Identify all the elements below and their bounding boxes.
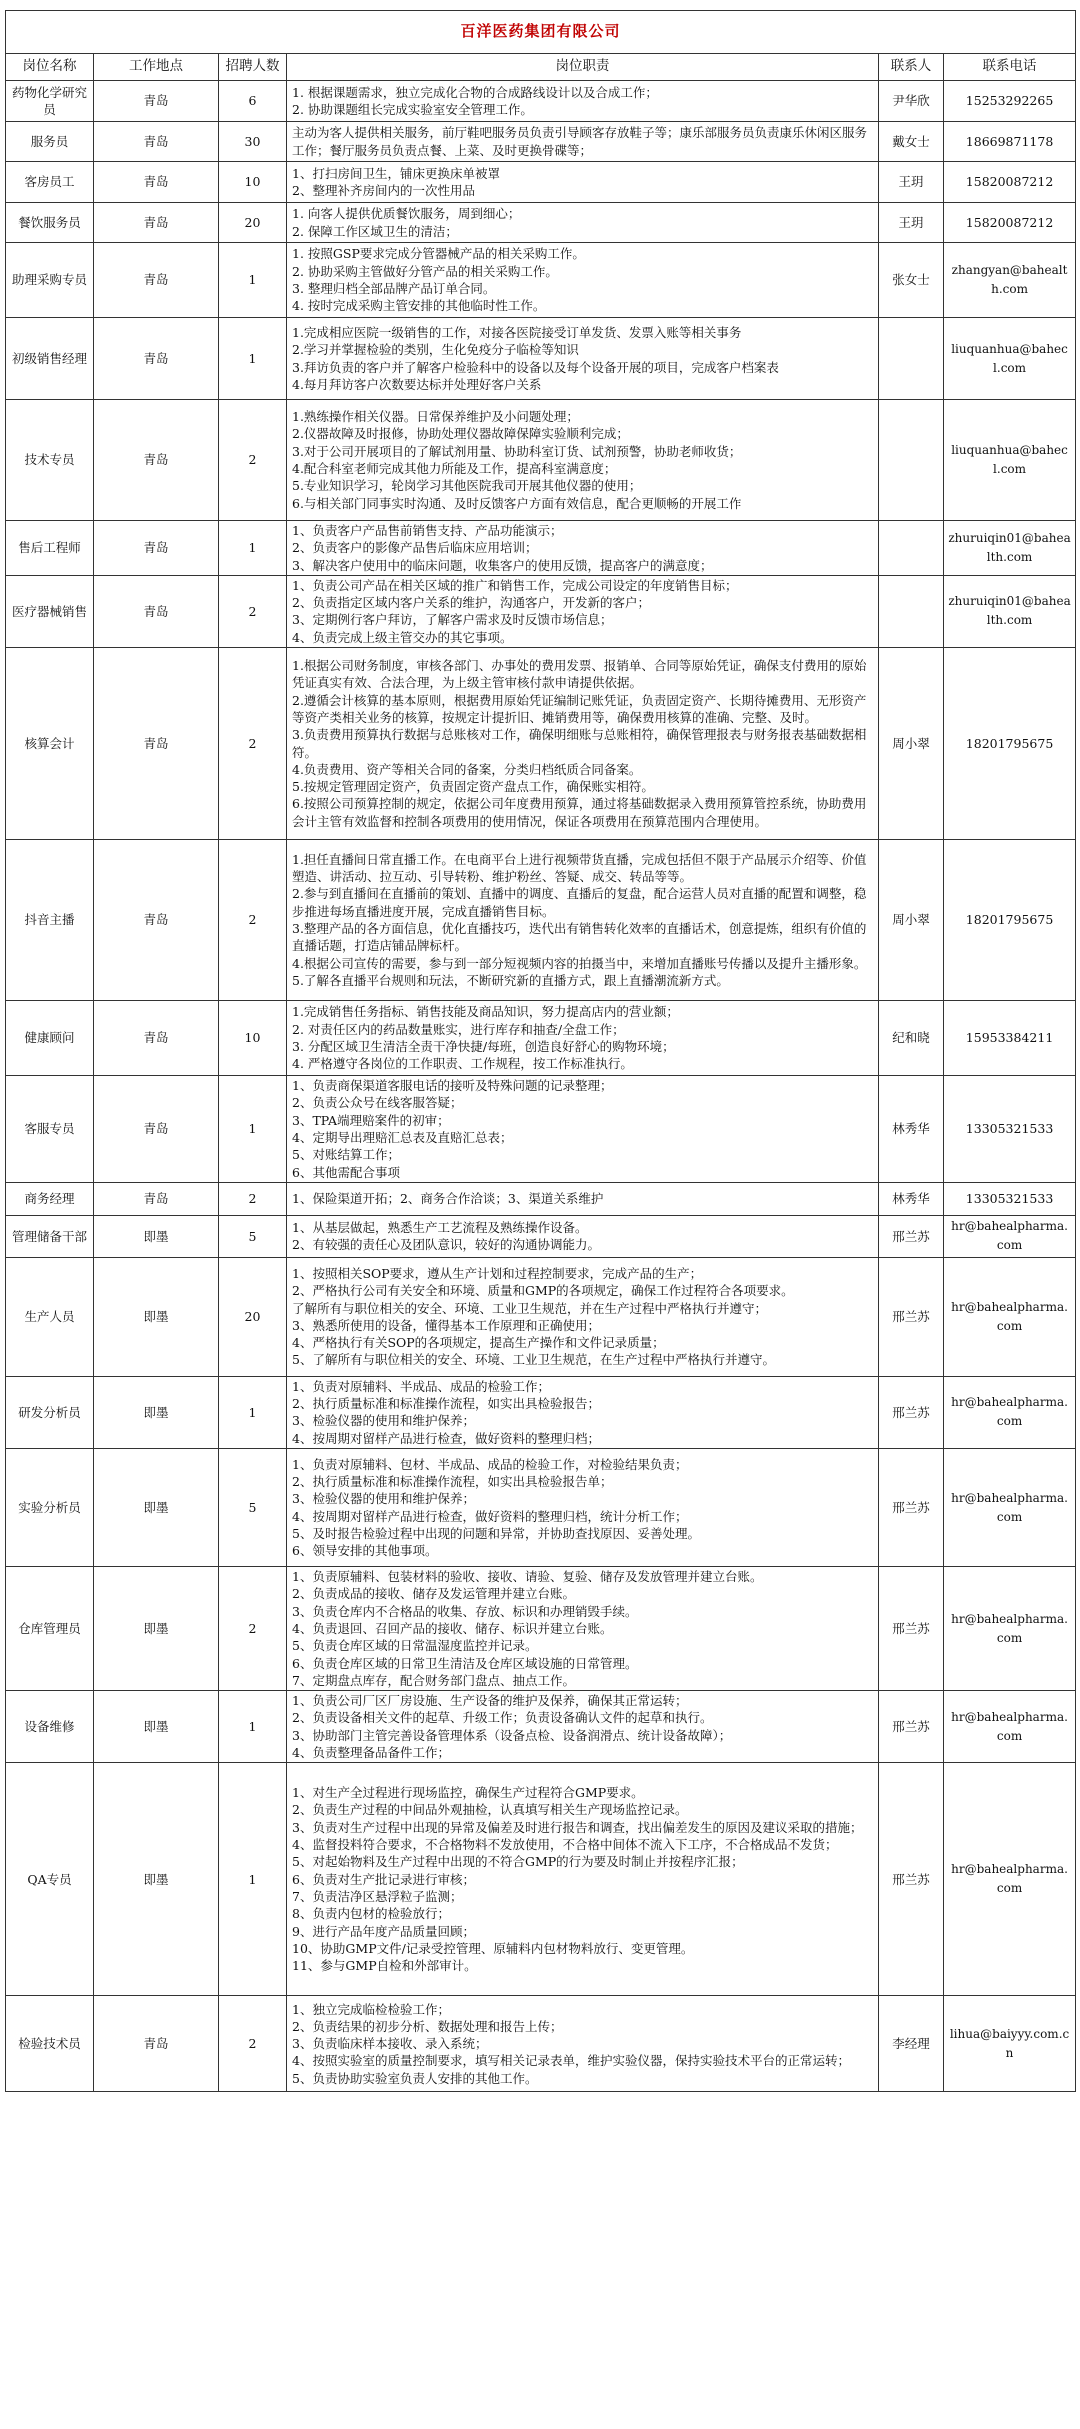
job-duties: 1.根据公司财务制度，审核各部门、办事处的费用发票、报销单、合同等原始凭证，确保支付费用的原始凭证真实有效、合法合理，为上级主管审核付款申请提供依据。 2.遵循会计核算的基本原则，根据费用原始凭证编制记账凭证，负责固定资产、长期待摊费用、无形资产等资产类相关业务的核算，按规定计提折旧、摊销费用等，确保费用核算的准确、完整、及时。 3.负责费用预算执行数据与总账核对工作，确保明细账与总账相符，确保管理报表与财务报表基础数据相符。 4.负责费用、资产等相关合同的备案，分类归档纸质合同备案。 5.按规定管理固定资产，负责固定资产盘点工作，确保账实相符。 6.按照公司预算控制的规定，依据公司年度费用预算，通过将基础数据录入费用预算管控系统，协助费用会计主管有效监督和控制各项费用的使用情况，保证各项费用在预算范围内合理使用。 <box>287 648 879 840</box>
job-location: 青岛 <box>94 1182 219 1215</box>
job-contact <box>879 575 944 647</box>
job-row <box>6 243 1076 318</box>
job-count: 20 <box>219 203 287 243</box>
job-row <box>6 1215 1076 1257</box>
job-location: 即墨 <box>94 1567 219 1691</box>
header-count: 招聘人数 <box>219 54 287 81</box>
job-duties: 1、负责商保渠道客服电话的接听及特殊问题的记录整理； 2、负责公众号在线客服答疑； 3、TPA端理赔案件的初审； 4、定期导出理赔汇总表及直赔汇总表； 5、对账结算工作； 6、其他需配合事项 <box>287 1076 879 1183</box>
job-location: 青岛 <box>94 521 219 576</box>
job-duties: 1、从基层做起，熟悉生产工艺流程及熟练操作设备。 2、有较强的责任心及团队意识，较好的沟通协调能力。 <box>287 1215 879 1257</box>
job-duties: 1. 根据课题需求，独立完成化合物的合成路线设计以及合成工作； 2. 协助课题组长完成实验室安全管理工作。 <box>287 81 879 122</box>
job-count: 2 <box>219 1996 287 2092</box>
job-position: 技术专员 <box>6 400 94 521</box>
job-position: 售后工程师 <box>6 521 94 576</box>
job-duties: 1.担任直播间日常直播工作。在电商平台上进行视频带货直播，完成包括但不限于产品展示介绍等、价值塑造、讲活动、拉互动、引导转粉、维护粉丝、答疑、成交、转品等等。 2.参与到直播间在直播前的策划、直播中的调度、直播后的复盘，配合运营人员对直播的配置和调整，稳步推进每场直播进度开展，完成直播销售目标。 3.整理产品的各方面信息，优化直播技巧，迭代出有销售转化效率的直播话术，创意提炼，组织有价值的直播话题，打造店铺品牌标杆。 4.根据公司宣传的需要，参与到一部分短视频内容的拍摄当中，来增加直播账号传播以及提升主播形象。 5.了解各直播平台规则和玩法，不断研究新的直播方式，跟上直播潮流新方式。 <box>287 840 879 1001</box>
job-count: 2 <box>219 575 287 647</box>
job-position: 抖音主播 <box>6 840 94 1001</box>
job-row <box>6 162 1076 203</box>
job-position: 初级销售经理 <box>6 318 94 400</box>
job-position: 仓库管理员 <box>6 1567 94 1691</box>
job-location: 即墨 <box>94 1691 219 1763</box>
job-phone: zhangyan@bahealth.com <box>944 243 1076 318</box>
job-position: 助理采购专员 <box>6 243 94 318</box>
job-position: QA专员 <box>6 1763 94 1996</box>
job-count: 2 <box>219 1567 287 1691</box>
job-position: 服务员 <box>6 122 94 162</box>
job-position: 生产人员 <box>6 1257 94 1376</box>
job-row <box>6 1182 1076 1215</box>
job-contact: 邢兰苏 <box>879 1257 944 1376</box>
header-phone: 联系电话 <box>944 54 1076 81</box>
job-location: 青岛 <box>94 243 219 318</box>
job-phone: liuquanhua@bahecl.com <box>944 318 1076 400</box>
job-contact: 邢兰苏 <box>879 1763 944 1996</box>
job-location: 青岛 <box>94 648 219 840</box>
job-duties: 主动为客人提供相关服务，前厅鞋吧服务员负责引导顾客存放鞋子等；康乐部服务员负责康乐休闲区服务工作；餐厅服务员负责点餐、上菜、及时更换骨碟等； <box>287 122 879 162</box>
job-row <box>6 1076 1076 1183</box>
job-phone: liuquanhua@bahecl.com <box>944 400 1076 521</box>
job-contact: 林秀华 <box>879 1182 944 1215</box>
job-position: 检验技术员 <box>6 1996 94 2092</box>
job-phone: hr@bahealpharma.com <box>944 1376 1076 1448</box>
job-phone: 13305321533 <box>944 1182 1076 1215</box>
job-row <box>6 1376 1076 1448</box>
job-location: 即墨 <box>94 1449 219 1567</box>
job-duties: 1. 按照GSP要求完成分管器械产品的相关采购工作。 2. 协助采购主管做好分管产品的相关采购工作。 3. 整理归档全部品牌产品订单合同。 4. 按时完成采购主管安排的其他临时性工作。 <box>287 243 879 318</box>
job-duties: 1. 向客人提供优质餐饮服务，周到细心； 2. 保障工作区域卫生的清洁； <box>287 203 879 243</box>
header-location: 工作地点 <box>94 54 219 81</box>
job-contact: 尹华欣 <box>879 81 944 122</box>
job-contact: 邢兰苏 <box>879 1691 944 1763</box>
job-duties: 1、对生产全过程进行现场监控，确保生产过程符合GMP要求。 2、负责生产过程的中间品外观抽检，认真填写相关生产现场监控记录。 3、负责对生产过程中出现的异常及偏差及时进行报告和调查，找出偏差发生的原因及建议采取的措施； 4、监督投料符合要求，不合格物料不发放使用，不合格中间体不流入下工序，不合格成品不发货； 5、对起始物料及生产过程中出现的不符合GMP的行为要及时制止并按程序汇报； 6、负责对生产批记录进行审核； 7、负责洁净区悬浮粒子监测； 8、负责内包材的检验放行； 9、进行产品年度产品质量回顾； 10、协助GMP文件/记录受控管理、原辅料内包材物料放行、变更管理。 11、参与GMP自检和外部审计。 <box>287 1763 879 1996</box>
job-row <box>6 521 1076 576</box>
job-position: 药物化学研究员 <box>6 81 94 122</box>
job-count: 5 <box>219 1215 287 1257</box>
job-row <box>6 1449 1076 1567</box>
job-phone: 15953384211 <box>944 1001 1076 1076</box>
job-location: 青岛 <box>94 400 219 521</box>
job-location: 青岛 <box>94 1076 219 1183</box>
recruitment-table <box>5 10 1076 2092</box>
job-count: 10 <box>219 1001 287 1076</box>
job-contact <box>879 400 944 521</box>
job-phone: hr@bahealpharma.com <box>944 1567 1076 1691</box>
job-location: 青岛 <box>94 1996 219 2092</box>
header-row <box>6 54 1076 81</box>
job-phone: hr@bahealpharma.com <box>944 1449 1076 1567</box>
job-count: 1 <box>219 1076 287 1183</box>
job-contact: 林秀华 <box>879 1076 944 1183</box>
job-count: 1 <box>219 521 287 576</box>
job-phone: hr@bahealpharma.com <box>944 1257 1076 1376</box>
job-phone: 13305321533 <box>944 1076 1076 1183</box>
job-phone: hr@bahealpharma.com <box>944 1763 1076 1996</box>
job-row <box>6 1257 1076 1376</box>
job-position: 健康顾问 <box>6 1001 94 1076</box>
job-position: 管理储备干部 <box>6 1215 94 1257</box>
job-count: 2 <box>219 400 287 521</box>
job-row <box>6 648 1076 840</box>
job-duties: 1.完成销售任务指标、销售技能及商品知识，努力提高店内的营业额； 2. 对责任区内的药品数量账实，进行库存和抽查/全盘工作； 3. 分配区域卫生清洁全责干净快捷/每班，创造良好舒心的购物环境； 4. 严格遵守各岗位的工作职责、工作规程，按工作标准执行。 <box>287 1001 879 1076</box>
header-position: 岗位名称 <box>6 54 94 81</box>
job-contact: 王玥 <box>879 203 944 243</box>
job-duties: 1、按照相关SOP要求，遵从生产计划和过程控制要求，完成产品的生产； 2、严格执行公司有关安全和环境、质量和GMP的各项规定，确保工作过程符合各项要求。 了解所有与职位相关的安全、环境、工业卫生规范，并在生产过程中严格执行并遵守； 3、熟悉所使用的设备，懂得基本工作原理和正确使用； 4、严格执行有关SOP的各项规定，提高生产操作和文件记录质量； 5、了解所有与职位相关的安全、环境、工业卫生规范，在生产过程中严格执行并遵守。 <box>287 1257 879 1376</box>
job-contact: 戴女士 <box>879 122 944 162</box>
job-location: 即墨 <box>94 1215 219 1257</box>
job-count: 2 <box>219 648 287 840</box>
title-row <box>6 11 1076 54</box>
job-phone: zhuruiqin01@bahealth.com <box>944 521 1076 576</box>
job-phone: lihua@baiyyy.com.cn <box>944 1996 1076 2092</box>
job-row <box>6 122 1076 162</box>
job-duties: 1、保险渠道开拓；2、商务合作洽谈；3、渠道关系维护 <box>287 1182 879 1215</box>
job-position: 研发分析员 <box>6 1376 94 1448</box>
job-count: 10 <box>219 162 287 203</box>
job-row <box>6 1567 1076 1691</box>
job-phone: 18201795675 <box>944 840 1076 1001</box>
job-contact <box>879 318 944 400</box>
job-contact: 周小翠 <box>879 648 944 840</box>
job-contact <box>879 521 944 576</box>
header-contact: 联系人 <box>879 54 944 81</box>
header-duties: 岗位职责 <box>287 54 879 81</box>
job-contact: 邢兰苏 <box>879 1376 944 1448</box>
job-count: 1 <box>219 318 287 400</box>
job-position: 实验分析员 <box>6 1449 94 1567</box>
job-row <box>6 575 1076 647</box>
job-duties: 1.完成相应医院一级销售的工作，对接各医院接受订单发货、发票入账等相关事务 2.学习并掌握检验的类别，生化免疫分子临检等知识 3.拜访负责的客户并了解客户检验科中的设备以及每个设备开展的项目，完成客户档案表 4.每月拜访客户次数要达标并处理好客户关系 <box>287 318 879 400</box>
job-count: 1 <box>219 243 287 318</box>
job-phone: 15820087212 <box>944 203 1076 243</box>
job-row <box>6 318 1076 400</box>
job-contact: 纪和晓 <box>879 1001 944 1076</box>
job-duties: 1.熟练操作相关仪器。日常保养维护及小问题处理； 2.仪器故障及时报修，协助处理仪器故障保障实验顺利完成； 3.对于公司开展项目的了解试剂用量、协助科室订货、试剂预警，协助老师收货； 4.配合科室老师完成其他力所能及工作，提高科室满意度； 5.专业知识学习，轮岗学习其他医院我司开展其他仪器的使用； 6.与相关部门同事实时沟通、及时反馈客户方面有效信息，配合更顺畅的开展工作 <box>287 400 879 521</box>
job-contact: 张女士 <box>879 243 944 318</box>
job-phone: 18669871178 <box>944 122 1076 162</box>
job-row <box>6 840 1076 1001</box>
job-duties: 1、负责客户产品售前销售支持、产品功能演示； 2、负责客户的影像产品售后临床应用培训； 3、解决客户使用中的临床问题，收集客户的使用反馈，提高客户的满意度； <box>287 521 879 576</box>
job-contact: 邢兰苏 <box>879 1567 944 1691</box>
job-location: 青岛 <box>94 162 219 203</box>
job-phone: hr@bahealpharma.com <box>944 1691 1076 1763</box>
job-row <box>6 81 1076 122</box>
job-position: 餐饮服务员 <box>6 203 94 243</box>
job-contact: 邢兰苏 <box>879 1215 944 1257</box>
job-count: 2 <box>219 840 287 1001</box>
job-row <box>6 1001 1076 1076</box>
job-phone: 15253292265 <box>944 81 1076 122</box>
job-duties: 1、负责对原辅料、包材、半成品、成品的检验工作，对检验结果负责； 2、执行质量标准和标准操作流程，如实出具检验报告单； 3、检验仪器的使用和维护保养； 4、按周期对留样产品进行检查，做好资料的整理归档，统计分析工作； 5、及时报告检验过程中出现的问题和异常，并协助查找原因、妥善处理。 6、领导安排的其他事项。 <box>287 1449 879 1567</box>
job-position: 设备维修 <box>6 1691 94 1763</box>
job-row <box>6 1691 1076 1763</box>
job-contact: 王玥 <box>879 162 944 203</box>
job-duties: 1、负责对原辅料、半成品、成品的检验工作； 2、执行质量标准和标准操作流程，如实出具检验报告； 3、检验仪器的使用和维护保养； 4、按周期对留样产品进行检查，做好资料的整理归档； <box>287 1376 879 1448</box>
job-duties: 1、负责原辅料、包装材料的验收、接收、请验、复验、储存及发放管理并建立台账。 2、负责成品的接收、储存及发运管理并建立台账。 3、负责仓库内不合格品的收集、存放、标识和办理销毁手续。 4、负责退回、召回产品的接收、储存、标识并建立台账。 5、负责仓库区域的日常温湿度监控并记录。 6、负责仓库区域的日常卫生清洁及仓库区域设施的日常管理。 7、定期盘点库存，配合财务部门盘点、抽点工作。 <box>287 1567 879 1691</box>
job-count: 20 <box>219 1257 287 1376</box>
job-row <box>6 1763 1076 1996</box>
job-count: 1 <box>219 1376 287 1448</box>
job-count: 6 <box>219 81 287 122</box>
job-position: 客服专员 <box>6 1076 94 1183</box>
job-contact: 李经理 <box>879 1996 944 2092</box>
job-count: 5 <box>219 1449 287 1567</box>
job-row <box>6 1996 1076 2092</box>
job-position: 核算会计 <box>6 648 94 840</box>
job-location: 即墨 <box>94 1763 219 1996</box>
job-count: 2 <box>219 1182 287 1215</box>
job-count: 30 <box>219 122 287 162</box>
job-location: 即墨 <box>94 1376 219 1448</box>
job-phone: zhuruiqin01@bahealth.com <box>944 575 1076 647</box>
job-phone: 18201795675 <box>944 648 1076 840</box>
job-location: 青岛 <box>94 1001 219 1076</box>
job-phone: hr@bahealpharma.com <box>944 1215 1076 1257</box>
job-location: 青岛 <box>94 840 219 1001</box>
job-contact: 周小翠 <box>879 840 944 1001</box>
job-contact: 邢兰苏 <box>879 1449 944 1567</box>
job-position: 客房员工 <box>6 162 94 203</box>
job-location: 青岛 <box>94 81 219 122</box>
job-duties: 1、负责公司厂区厂房设施、生产设备的维护及保养，确保其正常运转； 2、负责设备相关文件的起草、升级工作；负责设备确认文件的起草和执行。 3、协助部门主管完善设备管理体系（设备点检、设备润滑点、统计设备故障）； 4、负责整理备品备件工作； <box>287 1691 879 1763</box>
job-position: 商务经理 <box>6 1182 94 1215</box>
job-count: 1 <box>219 1763 287 1996</box>
job-location: 青岛 <box>94 318 219 400</box>
job-position: 医疗器械销售 <box>6 575 94 647</box>
job-location: 青岛 <box>94 122 219 162</box>
job-location: 即墨 <box>94 1257 219 1376</box>
job-duties: 1、负责公司产品在相关区域的推广和销售工作，完成公司设定的年度销售目标； 2、负责指定区域内客户关系的维护，沟通客户，开发新的客户； 3、定期例行客户拜访，了解客户需求及时反馈市场信息； 4、负责完成上级主管交办的其它事项。 <box>287 575 879 647</box>
job-duties: 1、打扫房间卫生，铺床更换床单被罩 2、整理补齐房间内的一次性用品 <box>287 162 879 203</box>
job-location: 青岛 <box>94 203 219 243</box>
job-row <box>6 203 1076 243</box>
job-row <box>6 400 1076 521</box>
job-phone: 15820087212 <box>944 162 1076 203</box>
job-location: 青岛 <box>94 575 219 647</box>
job-count: 1 <box>219 1691 287 1763</box>
job-duties: 1、独立完成临检检验工作； 2、负责结果的初步分析、数据处理和报告上传； 3、负责临床样本接收、录入系统； 4、按照实验室的质量控制要求，填写相关记录表单，维护实验仪器，保持实验技术平台的正常运转； 5、负责协助实验室负责人安排的其他工作。 <box>287 1996 879 2092</box>
company-title: 百洋医药集团有限公司 <box>6 11 1076 54</box>
